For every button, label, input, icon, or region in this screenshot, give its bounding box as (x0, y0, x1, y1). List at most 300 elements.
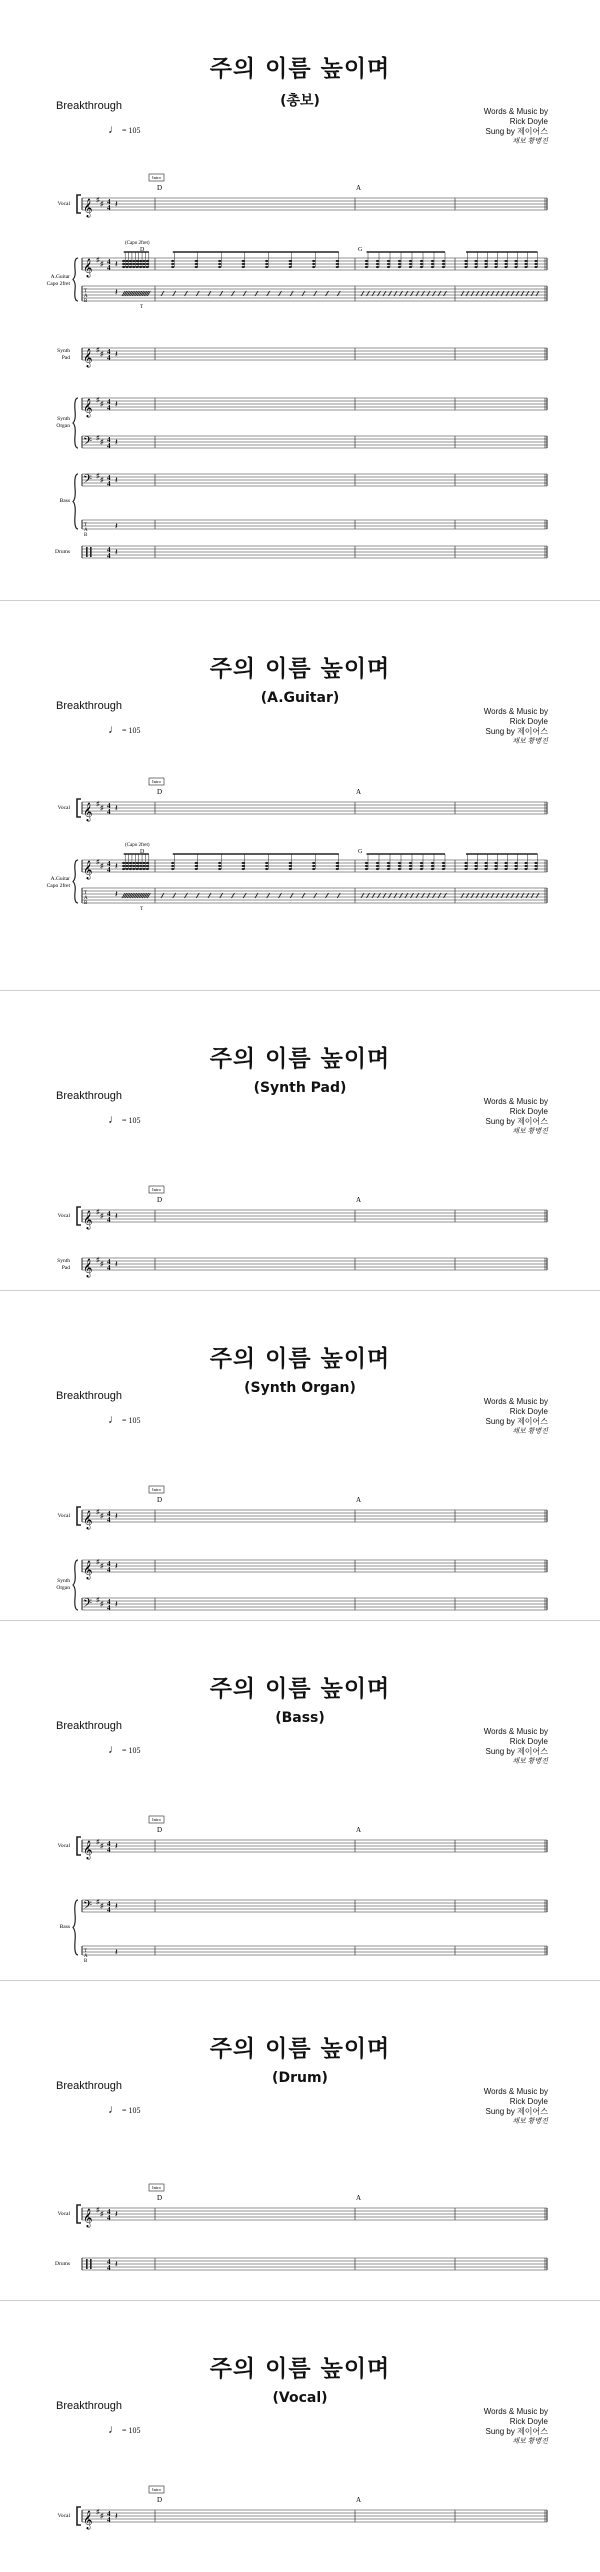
guitar-notation (122, 252, 538, 268)
vocal-staff (82, 1838, 547, 1860)
bass-tab-staff (82, 520, 547, 538)
rest-icon: 𝄽 (115, 437, 118, 447)
intro-rehearsal-mark (149, 1186, 164, 1193)
treble-clef-icon: 𝄞 (83, 400, 93, 417)
credit-line: Sung by 제이어스 (485, 1747, 548, 1756)
rest-icon: 𝄽 (115, 287, 118, 297)
time-signature: 4 (107, 1604, 111, 1612)
score-system (0, 1620, 600, 1980)
instrument-label: Capo 2fret (46, 883, 70, 889)
song-subtitle: Breakthrough (56, 700, 123, 712)
sharp-icon: ♯ (100, 1260, 104, 1268)
credit-line: Rick Doyle (509, 1107, 548, 1116)
intro-label: Intro (152, 779, 161, 784)
time-signature: 4 (107, 2258, 111, 2266)
bass-clef-icon: 𝄢 (83, 1598, 93, 1613)
sharp-icon: ♯ (96, 434, 100, 442)
tab-clef-icon: B (84, 533, 88, 538)
credit-line: Rick Doyle (509, 717, 548, 726)
intro-label: Intro (152, 2487, 161, 2492)
bass-tab-staff (82, 1946, 547, 1964)
drums-staff (82, 2258, 547, 2272)
credit-line: Words & Music by (483, 107, 548, 116)
time-signature: 4 (107, 1264, 111, 1272)
intro-rehearsal-mark (149, 2184, 164, 2191)
brace (73, 258, 78, 301)
credit-line: Sung by 제이어스 (485, 1117, 548, 1126)
credit-line: Rick Doyle (509, 1407, 548, 1416)
brace (73, 1560, 78, 1610)
score-page (0, 0, 600, 600)
part-title: (Drum) (272, 2070, 328, 2086)
sharp-icon: ♯ (100, 476, 104, 484)
sharp-icon: ♯ (100, 1600, 104, 1608)
tab-mark: T (140, 305, 144, 310)
treble-clef-icon: 𝄞 (83, 1260, 93, 1277)
vocal-staff (82, 1508, 547, 1530)
part-title: (A.Guitar) (260, 690, 340, 706)
rest-icon: 𝄽 (115, 349, 118, 359)
transcriber: 채보 황병진 (512, 2118, 548, 2125)
tab-clef-icon: B (84, 901, 88, 906)
credit-line: Words & Music by (483, 2407, 548, 2416)
intro-rehearsal-mark (149, 174, 164, 181)
quarter-note-icon: ♩ (108, 2102, 120, 2116)
capo-text: (Capo 2fret) (125, 843, 150, 848)
score-page (0, 2300, 600, 2572)
time-signature: 4 (107, 1906, 111, 1914)
part-title: (Vocal) (272, 2390, 328, 2406)
time-signature: 4 (107, 474, 111, 482)
instrument-label: Vocal (57, 1843, 70, 1849)
instrument-label: Vocal (57, 1213, 70, 1219)
chord-symbol: A (356, 788, 362, 796)
time-signature: 4 (107, 1258, 111, 1266)
intro-rehearsal-mark (149, 778, 164, 785)
sharp-icon: ♯ (96, 346, 100, 354)
time-signature: 4 (107, 860, 111, 868)
instrument-label: Organ (56, 423, 70, 429)
tempo-value: = 105 (122, 2106, 141, 2115)
system-bracket (77, 1207, 81, 1225)
instrument-label: Bass (59, 498, 70, 504)
percussion-clef-icon (86, 2259, 88, 2269)
vocal-staff (82, 2206, 547, 2228)
credit-line: Rick Doyle (509, 2417, 548, 2426)
song-title: 주의 이름 높이며 (209, 2356, 391, 2382)
treble-clef-icon: 𝄞 (83, 1512, 93, 1529)
intro-label: Intro (152, 1487, 161, 1492)
tempo-value: = 105 (122, 126, 141, 135)
intro-label: Intro (152, 1187, 161, 1192)
intro-rehearsal-mark (149, 1486, 164, 1493)
capo-text: (Capo 2fret) (125, 241, 150, 246)
brace (73, 860, 78, 903)
sharp-icon: ♯ (96, 800, 100, 808)
rest-icon: 𝄽 (115, 399, 118, 409)
score-system (0, 1290, 600, 1620)
time-signature: 4 (107, 552, 111, 560)
bass-staff (82, 1898, 547, 1915)
part-title: (Synth Pad) (253, 1080, 347, 1096)
bass-clef-icon: 𝄢 (83, 1900, 93, 1915)
treble-clef-icon: 𝄞 (83, 1842, 93, 1859)
rest-icon: 𝄽 (115, 199, 118, 209)
instrument-label: Synth (57, 416, 70, 422)
transcriber: 채보 황병진 (512, 1428, 548, 1435)
synth-organ-bass-staff (82, 434, 547, 451)
instrument-label: Bass (59, 1924, 70, 1930)
rest-icon: 𝄽 (115, 475, 118, 485)
time-signature: 4 (107, 866, 111, 874)
synth-pad-staff (82, 346, 547, 368)
time-signature: 4 (107, 398, 111, 406)
quarter-note-icon: ♩ (108, 1412, 120, 1426)
synth-organ-staff (82, 396, 547, 418)
sharp-icon: ♯ (100, 1212, 104, 1220)
treble-clef-icon: 𝄞 (83, 1212, 93, 1229)
time-signature: 4 (107, 348, 111, 356)
guitar-chord: D (140, 849, 145, 855)
chord-symbol: A (356, 2194, 362, 2202)
credit-line: Words & Music by (483, 707, 548, 716)
score-page (0, 600, 600, 990)
score-page (0, 1620, 600, 1980)
time-signature: 4 (107, 802, 111, 810)
time-signature: 4 (107, 1510, 111, 1518)
system-bracket (77, 2507, 81, 2525)
score-page (0, 1290, 600, 1620)
part-title: (Bass) (275, 1710, 325, 1726)
credit-line: Sung by 제이어스 (485, 2427, 548, 2436)
sharp-icon: ♯ (100, 2512, 104, 2520)
part-title: (총보) (280, 93, 320, 109)
page-divider (0, 600, 600, 601)
chord-symbol: A (356, 184, 362, 192)
tempo-value: = 105 (122, 2426, 141, 2435)
treble-clef-icon: 𝄞 (83, 200, 93, 217)
time-signature: 4 (107, 480, 111, 488)
song-subtitle: Breakthrough (56, 1090, 123, 1102)
sharp-icon: ♯ (96, 1898, 100, 1906)
tab-clef-icon: T (84, 289, 88, 294)
time-signature: 4 (107, 1560, 111, 1568)
credit-line: Rick Doyle (509, 117, 548, 126)
sharp-icon: ♯ (96, 256, 100, 264)
guitar-chord: D (140, 247, 145, 253)
instrument-label: A.Guitar (50, 274, 70, 280)
brace (73, 474, 78, 529)
song-title: 주의 이름 높이며 (209, 1346, 391, 1372)
chord-symbol: D (157, 2496, 163, 2504)
sharp-icon: ♯ (96, 1596, 100, 1604)
score-system (0, 0, 600, 600)
transcriber: 채보 황병진 (512, 1128, 548, 1135)
transcriber: 채보 황병진 (512, 738, 548, 745)
system-bracket (77, 1507, 81, 1525)
time-signature: 4 (107, 1216, 111, 1224)
credit-line: Rick Doyle (509, 2097, 548, 2106)
vocal-staff (82, 800, 547, 822)
time-signature: 4 (107, 258, 111, 266)
chord-symbol: D (157, 788, 163, 796)
instrument-label: A.Guitar (50, 876, 70, 882)
instrument-label: Vocal (57, 2513, 70, 2519)
instrument-label: Synth (57, 1578, 70, 1584)
tab-clef-icon: B (84, 1959, 88, 1964)
page-divider (0, 1980, 600, 1981)
treble-clef-icon: 𝄞 (83, 804, 93, 821)
chord-symbol: A (356, 2496, 362, 2504)
treble-clef-icon: 𝄞 (83, 2210, 93, 2227)
vocal-staff (82, 2508, 547, 2530)
sharp-icon: ♯ (96, 1838, 100, 1846)
sharp-icon: ♯ (96, 1208, 100, 1216)
sharp-icon: ♯ (96, 472, 100, 480)
instrument-label: Synth (57, 348, 70, 354)
song-title: 주의 이름 높이며 (209, 656, 391, 682)
guitar-chord: G (358, 849, 363, 855)
intro-rehearsal-mark (149, 2486, 164, 2493)
score-page (0, 990, 600, 1290)
time-signature: 4 (107, 1516, 111, 1524)
rest-icon: 𝄽 (115, 2259, 118, 2269)
time-signature: 4 (107, 2214, 111, 2222)
credit-line: Words & Music by (483, 1397, 548, 1406)
drums-staff (82, 546, 547, 560)
page-divider (0, 1290, 600, 1291)
rest-icon: 𝄽 (115, 1841, 118, 1851)
sharp-icon: ♯ (100, 1902, 104, 1910)
quarter-note-icon: ♩ (108, 722, 120, 736)
page-divider (0, 1620, 600, 1621)
treble-clef-icon: 𝄞 (83, 260, 93, 277)
sharp-icon: ♯ (96, 1558, 100, 1566)
tab-clef-icon: B (84, 299, 88, 304)
page-divider (0, 990, 600, 991)
sharp-icon: ♯ (100, 862, 104, 870)
instrument-label: Vocal (57, 201, 70, 207)
instrument-label: Drums (55, 2261, 70, 2267)
vocal-staff (82, 1208, 547, 1230)
treble-clef-icon: 𝄞 (83, 862, 93, 879)
tab-clef-icon: A (84, 1954, 88, 1959)
tempo-value: = 105 (122, 1416, 141, 1425)
time-signature: 4 (107, 546, 111, 554)
sharp-icon: ♯ (100, 438, 104, 446)
sharp-icon: ♯ (96, 396, 100, 404)
system-bracket (77, 2205, 81, 2223)
chord-symbol: D (157, 184, 163, 192)
song-title: 주의 이름 높이며 (209, 1046, 391, 1072)
rest-icon: 𝄽 (115, 1211, 118, 1221)
rest-icon: 𝄽 (115, 2511, 118, 2521)
bass-clef-icon: 𝄢 (83, 436, 93, 451)
chord-symbol: D (157, 2194, 163, 2202)
intro-label: Intro (152, 175, 161, 180)
bass-clef-icon: 𝄢 (83, 474, 93, 489)
synth-organ-bass-staff (82, 1596, 547, 1613)
song-subtitle: Breakthrough (56, 100, 123, 112)
rest-icon: 𝄽 (115, 1901, 118, 1911)
time-signature: 4 (107, 1598, 111, 1606)
sharp-icon: ♯ (100, 1842, 104, 1850)
time-signature: 4 (107, 1566, 111, 1574)
tab-mark: T (140, 907, 144, 912)
tempo-value: = 105 (122, 1116, 141, 1125)
instrument-label: Drums (55, 549, 70, 555)
instrument-label: Vocal (57, 2211, 70, 2217)
instrument-label: Vocal (57, 1513, 70, 1519)
time-signature: 4 (107, 1846, 111, 1854)
song-subtitle: Breakthrough (56, 1390, 123, 1402)
credit-line: Words & Music by (483, 1727, 548, 1736)
sharp-icon: ♯ (96, 1256, 100, 1264)
sharp-icon: ♯ (100, 2210, 104, 2218)
rest-icon: 𝄽 (115, 259, 118, 269)
time-signature: 4 (107, 442, 111, 450)
quarter-note-icon: ♩ (108, 2422, 120, 2436)
sharp-icon: ♯ (100, 1562, 104, 1570)
part-title: (Synth Organ) (244, 1380, 356, 1396)
sharp-icon: ♯ (96, 2206, 100, 2214)
intro-label: Intro (152, 2185, 161, 2190)
time-signature: 4 (107, 404, 111, 412)
quarter-note-icon: ♩ (108, 1112, 120, 1126)
rest-icon: 𝄽 (115, 889, 118, 899)
system-bracket (77, 195, 81, 213)
score-system (0, 990, 600, 1290)
sharp-icon: ♯ (96, 858, 100, 866)
instrument-label: Synth (57, 1258, 70, 1264)
synth-pad-staff (82, 1256, 547, 1278)
sharp-icon: ♯ (96, 1508, 100, 1516)
song-title: 주의 이름 높이며 (209, 1676, 391, 1702)
treble-clef-icon: 𝄞 (83, 1562, 93, 1579)
rest-icon: 𝄽 (115, 1561, 118, 1571)
time-signature: 4 (107, 264, 111, 272)
intro-rehearsal-mark (149, 1816, 164, 1823)
credit-line: Words & Music by (483, 1097, 548, 1106)
instrument-label: Vocal (57, 805, 70, 811)
quarter-note-icon: ♩ (108, 122, 120, 136)
instrument-label: Pad (61, 1265, 70, 1271)
time-signature: 4 (107, 2264, 111, 2272)
intro-label: Intro (152, 1817, 161, 1822)
sharp-icon: ♯ (100, 1512, 104, 1520)
tempo-value: = 105 (122, 726, 141, 735)
transcriber: 채보 황병진 (512, 2438, 548, 2445)
credit-line: Words & Music by (483, 2087, 548, 2096)
time-signature: 4 (107, 198, 111, 206)
rest-icon: 𝄽 (115, 1259, 118, 1269)
bass-staff (82, 472, 547, 489)
score-system (0, 2300, 600, 2572)
score-system (0, 600, 600, 990)
credit-line: Sung by 제이어스 (485, 2107, 548, 2116)
rest-icon: 𝄽 (115, 521, 118, 531)
song-subtitle: Breakthrough (56, 2400, 123, 2412)
chord-symbol: A (356, 1826, 362, 1834)
quarter-note-icon: ♩ (108, 1742, 120, 1756)
sharp-icon: ♯ (100, 804, 104, 812)
brace (73, 398, 78, 448)
guitar-notation (122, 854, 538, 870)
score-page (0, 1980, 600, 2300)
synth-organ-staff (82, 1558, 547, 1580)
chord-symbol: D (157, 1826, 163, 1834)
tempo-value: = 105 (122, 1746, 141, 1755)
time-signature: 4 (107, 2208, 111, 2216)
rest-icon: 𝄽 (115, 861, 118, 871)
time-signature: 4 (107, 1210, 111, 1218)
time-signature: 4 (107, 808, 111, 816)
sharp-icon: ♯ (100, 350, 104, 358)
time-signature: 4 (107, 354, 111, 362)
time-signature: 4 (107, 2510, 111, 2518)
credit-line: Sung by 제이어스 (485, 1417, 548, 1426)
song-title: 주의 이름 높이며 (209, 2036, 391, 2062)
tab-clef-icon: T (84, 523, 88, 528)
song-title: 주의 이름 높이며 (209, 56, 391, 82)
instrument-label: Capo 2fret (46, 281, 70, 287)
time-signature: 4 (107, 436, 111, 444)
time-signature: 4 (107, 2516, 111, 2524)
chord-symbol: A (356, 1196, 362, 1204)
guitar-chord: G (358, 247, 363, 253)
system-bracket (77, 1837, 81, 1855)
transcriber: 채보 황병진 (512, 138, 548, 145)
instrument-label: Pad (61, 355, 70, 361)
instrument-label: Organ (56, 1585, 70, 1591)
credit-line: Rick Doyle (509, 1737, 548, 1746)
rest-icon: 𝄽 (115, 1511, 118, 1521)
rest-icon: 𝄽 (115, 2209, 118, 2219)
credit-line: Sung by 제이어스 (485, 727, 548, 736)
song-subtitle: Breakthrough (56, 2080, 123, 2092)
page-divider (0, 2300, 600, 2301)
score-system (0, 1980, 600, 2300)
tab-clef-icon: A (84, 294, 88, 299)
tab-clef-icon: A (84, 528, 88, 533)
time-signature: 4 (107, 1840, 111, 1848)
song-subtitle: Breakthrough (56, 1720, 123, 1732)
system-bracket (77, 799, 81, 817)
sharp-icon: ♯ (100, 400, 104, 408)
sharp-icon: ♯ (100, 200, 104, 208)
tab-clef-icon: T (84, 1949, 88, 1954)
tab-clef-icon: T (84, 891, 88, 896)
brace (73, 1900, 78, 1955)
percussion-clef-icon (86, 547, 88, 557)
transcriber: 채보 황병진 (512, 1758, 548, 1765)
treble-clef-icon: 𝄞 (83, 350, 93, 367)
time-signature: 4 (107, 204, 111, 212)
rest-icon: 𝄽 (115, 1599, 118, 1609)
rest-icon: 𝄽 (115, 803, 118, 813)
rest-icon: 𝄽 (115, 547, 118, 557)
sharp-icon: ♯ (96, 2508, 100, 2516)
tab-clef-icon: A (84, 896, 88, 901)
vocal-staff (82, 196, 547, 218)
rest-icon: 𝄽 (115, 1947, 118, 1957)
credit-line: Sung by 제이어스 (485, 127, 548, 136)
chord-symbol: D (157, 1496, 163, 1504)
sharp-icon: ♯ (100, 260, 104, 268)
sharp-icon: ♯ (96, 196, 100, 204)
chord-symbol: A (356, 1496, 362, 1504)
time-signature: 4 (107, 1900, 111, 1908)
